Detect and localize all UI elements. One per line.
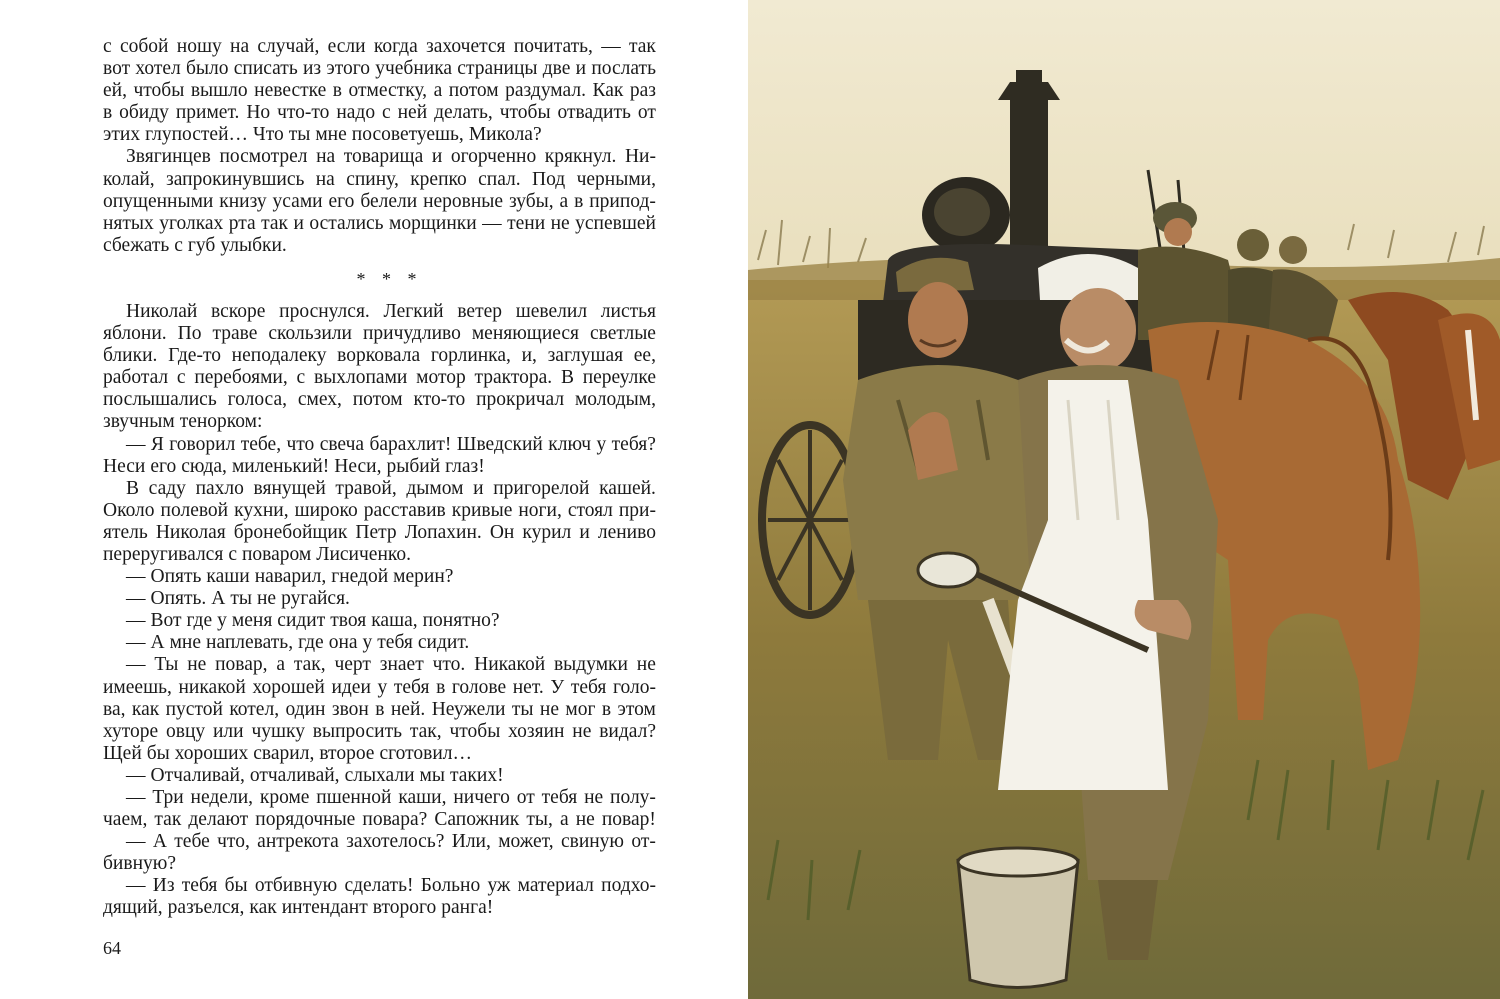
text-line: яблони. По траве скользили причудливо меняющиеся светлые [103, 323, 656, 345]
text-line: — Три недели, кроме пшенной каши, ничего от тебя не полу- [126, 787, 656, 808]
section-separator: * * * [356, 268, 423, 289]
text-line: — А тебе что, антрекота захотелось? Или, может, свиную от- [126, 831, 656, 853]
text-line: ва, как пустой котел, один звон в ней. Неужели ты не мог в этом [103, 698, 656, 720]
text-line: — Я говорил тебе, что свеча барахлит! Шведский ключ у тебя? [126, 433, 656, 455]
text-line: бивную? [103, 853, 176, 875]
text-line: чаем, так делают порядочные повара? Сапожник ты, а не повар! [103, 809, 656, 831]
text-line: опущенными книзу усами его белели неровные зубы, а в припод- [103, 190, 656, 212]
text-line: звучным тенорком: [103, 411, 263, 433]
text-line: послышались голоса, смех, потом кто-то прокричал молодым, [103, 389, 656, 411]
text-line: — Опять каши наварил, гнедой мерин? [126, 566, 454, 588]
text-line: дящий, разъелся, как интендант второго ранга! [103, 897, 494, 919]
text-line: ей, чтобы вышло невестке в отместку, а потом раздумал. Как раз [103, 80, 656, 102]
text-line: ятель Николая бронебойщик Петр Лопахин. Он курил и лениво [103, 521, 656, 543]
text-line: вот хотел было списать из этого учебника страницы две и послать [103, 58, 656, 80]
text-line: этих глупостей… Что ты мне посоветуешь, Микола? [103, 124, 542, 146]
text-line: Щей бы хороших сварил, второе сготовил… [103, 742, 473, 764]
text-line: — Опять. А ты не ругайся. [126, 588, 350, 610]
text-line: хуторе овцу или чушку выпросить так, чтобы хозяин не видал? [103, 720, 656, 742]
text-line: колай, запрокинувшись на спину, крепко спал. Под черными, [103, 168, 656, 190]
text-line: в обиду примет. Но что-то надо с ней делать, чтобы отвадить от [103, 102, 656, 124]
text-line: — А мне наплевать, где она у тебя сидит. [126, 632, 470, 654]
right-page-illustration [748, 0, 1500, 999]
paragraph-group-2 [103, 301, 656, 920]
text-line: — Отчаливай, отчаливай, слыхали мы таких! [126, 764, 504, 786]
text-line: — Ты не повар, а так, черт знает что. Никакой выдумки не [126, 654, 656, 676]
text-line: блики. Где-то неподалеку ворковала горлинка, и, заглушая ее, [103, 345, 656, 367]
text-line: сбежать с губ улыбки. [103, 234, 287, 256]
kitchen-wheel [762, 425, 858, 615]
left-page [0, 0, 748, 999]
text-line: имеешь, никакой хорошей идеи у тебя в голове нет. У тебя голо- [103, 676, 656, 698]
text-block [103, 36, 656, 920]
text-line: В саду пахло вянущей травой, дымом и пригорелой кашей. [126, 477, 656, 499]
text-line: Неси его сюда, миленький! Неси, рыбий глаз! [103, 455, 485, 477]
field-kitchen-illustration [748, 0, 1500, 999]
text-line: переругивался с поваром Лисиченко. [103, 543, 411, 565]
text-line: — Вот где у меня сидит твоя каша, понятно? [126, 610, 500, 632]
text-line: нятых уголках рта так и остались морщинки — тени не успевшей [103, 212, 656, 234]
text-line: Николай вскоре проснулся. Легкий ветер шевелил листья [126, 300, 656, 322]
text-line: Звягинцев посмотрел на товарища и огорченно крякнул. Ни- [126, 146, 656, 168]
text-line: — Из тебя бы отбивную сделать! Больно уж материал подхо- [126, 875, 656, 897]
paragraph-group-1 [103, 36, 656, 257]
bucket [958, 848, 1078, 988]
page-number: 64 [103, 938, 121, 958]
text-line: с собой ношу на случай, если когда захочется почитать, — так [103, 36, 656, 57]
text-line: Около полевой кухни, широко расставив кривые ноги, стоял при- [103, 499, 656, 521]
text-line: работал с перебоями, с выхлопами мотор трактора. В переулке [103, 367, 656, 389]
